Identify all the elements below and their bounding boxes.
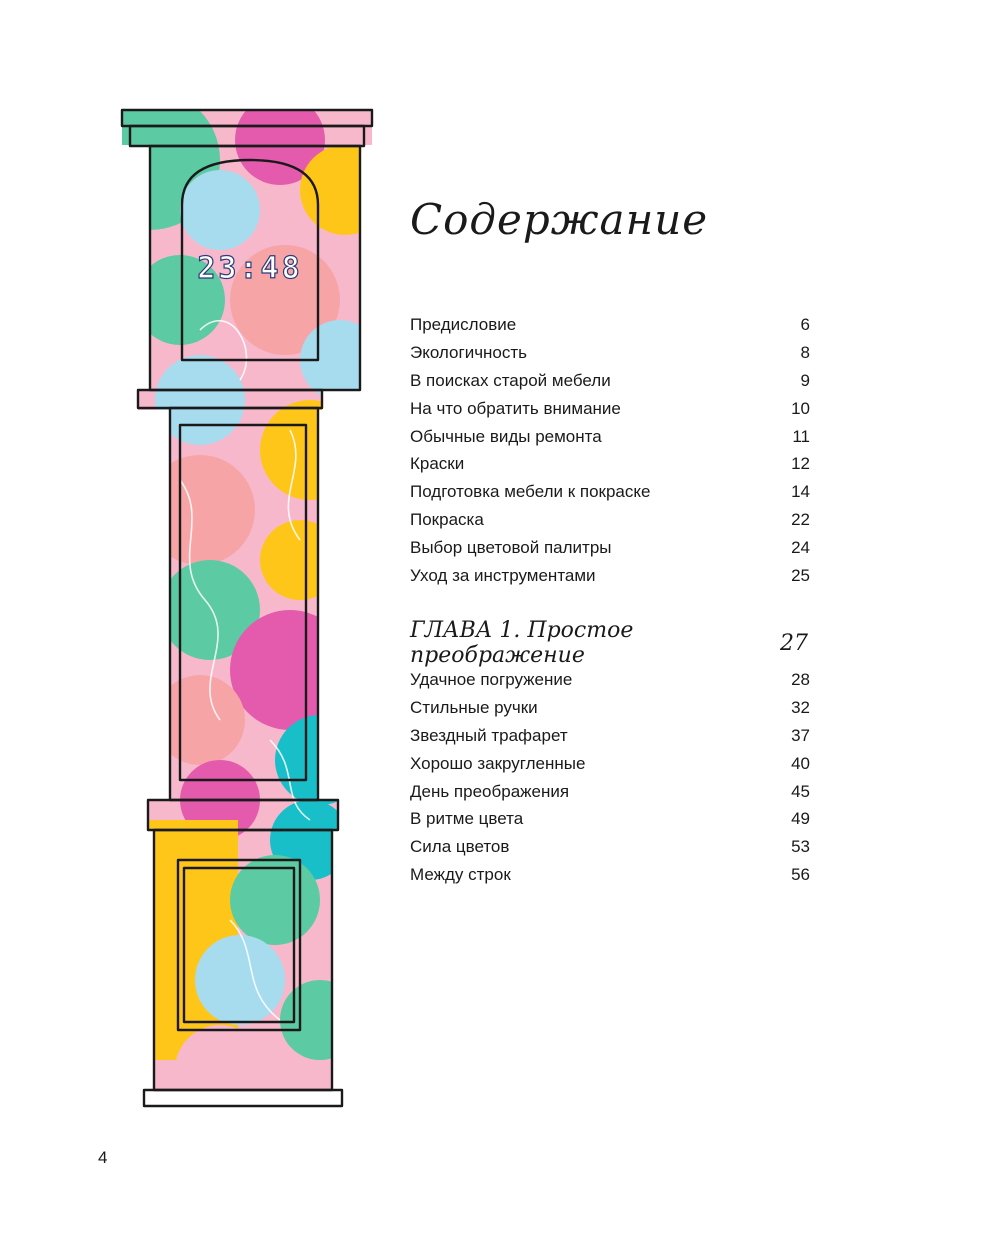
chapter-page-number: 27 — [780, 630, 808, 656]
toc-entry: День преображения 45 — [410, 781, 810, 801]
toc-entry: В поисках старой мебели 9 — [410, 370, 810, 390]
toc-entry: Предисловие 6 — [410, 314, 810, 334]
toc-entry: Звездный трафарет 37 — [410, 725, 810, 745]
toc-entry: Хорошо закругленные 40 — [410, 753, 810, 773]
clock-time-display: 23:48 — [197, 251, 303, 286]
toc-entry: Стильные ручки 32 — [410, 697, 810, 717]
intro-toc-list — [410, 311, 810, 590]
chapter-1-toc-list — [410, 666, 810, 889]
toc-entry: Удачное погружение 28 — [410, 669, 810, 689]
toc-entry: В ритме цвета 49 — [410, 809, 810, 829]
toc-entry: Сила цветов 53 — [410, 837, 810, 857]
page-number: 4 — [98, 1148, 108, 1167]
toc-entry: Выбор цветовой палитры 24 — [410, 538, 810, 558]
chapter-1-heading — [410, 618, 808, 668]
chapter-title: ГЛАВА 1. Простое преображение — [410, 618, 634, 668]
page-title: Содержание — [410, 195, 709, 244]
toc-entry: Краски 12 — [410, 454, 810, 474]
toc-entry: На что обратить внимание 10 — [410, 398, 810, 418]
toc-entry: Обычные виды ремонта 11 — [410, 426, 810, 446]
toc-entry: Между строк 56 — [410, 865, 810, 885]
toc-entry: Покраска 22 — [410, 510, 810, 530]
grandfather-clock-illustration — [110, 100, 390, 1120]
toc-entry: Экологичность 8 — [410, 342, 810, 362]
toc-entry: Подготовка мебели к покраске 14 — [410, 482, 810, 502]
toc-entry: Уход за инструментами 25 — [410, 565, 810, 585]
